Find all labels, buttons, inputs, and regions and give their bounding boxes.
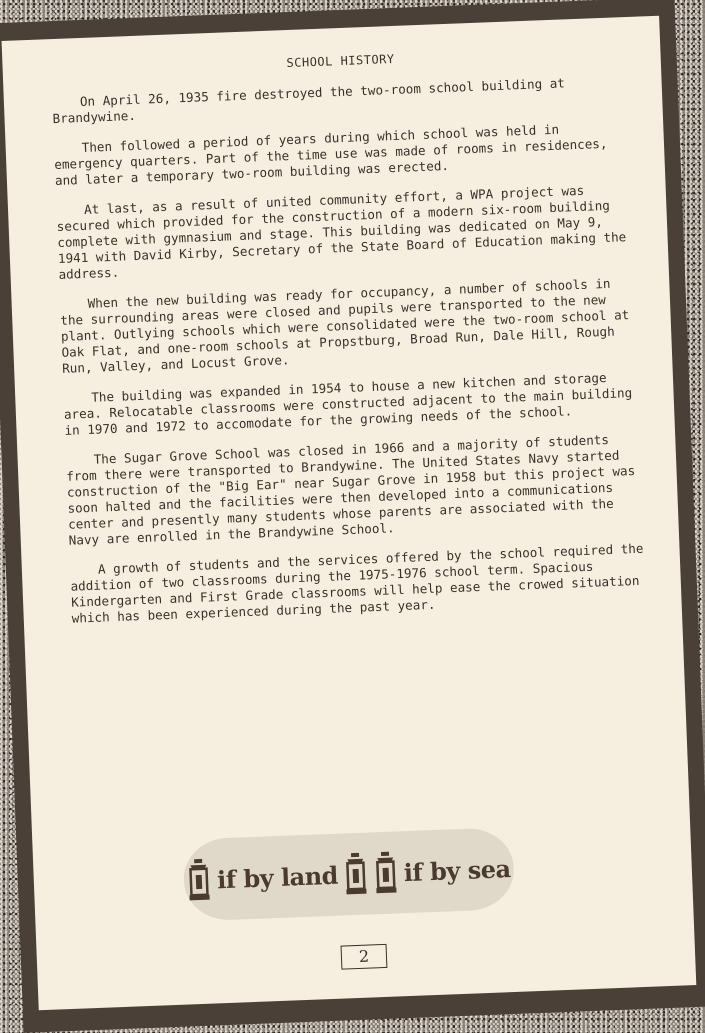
paragraph-expansion: The building was expanded in 1954 to house a new kitchen and storage area. Relocatable classrooms were constructed adjacent to the main building in 1970 and 1972 to accomodate for the growing needs of the school.: [63, 370, 633, 438]
paragraph-consolidation: When the new building was ready for occupancy, a number of schools in the surrounding areas were closed and pupils were transported to the new plant. Outlying schools which were consolidated were the two-room school at Oak Flat, and one-room schools at Propstburg, Broad Run, Dale Hill, Rough Run, Valley, and Locust Grove.: [60, 275, 630, 376]
logo-text-sea: if by sea: [403, 853, 511, 887]
logo-text-land: if by land: [216, 860, 339, 894]
document-page: [2, 16, 697, 1011]
paragraph-wpa-project: At last, as a result of united community effort, a WPA project was secured which provided for the construction of a modern six-room building complete with gymnasium and stage. This building was dedicated on May 9, 1941 with David Kirby, Secretary of the State Board of Education making the address.: [56, 182, 627, 282]
lantern-icon: [343, 851, 369, 898]
paragraph-sugar-grove: The Sugar Grove School was closed in 1966 and a majority of students from there were transported to Brandywine. The United States Navy started construction of the "Big Ear" near Sugar Grove in 1958 but this project was soon halted and the facilities were then developed into a communications center and presently many students whose parents are associated with the Navy are enrolled in the Brandywine School.: [66, 431, 636, 548]
lantern-icon: [373, 849, 399, 896]
paragraph-emergency-quarters: Then followed a period of years during which school was held in emergency quarters. Part of the time use was made of rooms in residences, and later a temporary two-room building was erected.: [54, 121, 608, 189]
if-by-land-logo: [182, 827, 515, 922]
lantern-icon: [186, 857, 212, 904]
paragraph-growth: A growth of students and the services offered by the school required the addition of two classrooms during the 1975-1976 school term. Spacious Kindergarten and First Grade classrooms will help ease the crowed situation which has been experienced during the past year.: [70, 540, 644, 626]
page-title: SCHOOL HISTORY: [286, 51, 395, 71]
page-number: 2: [341, 944, 388, 970]
paragraph-fire: On April 26, 1935 fire destroyed the two-room school building at Brandywine.: [52, 75, 566, 127]
